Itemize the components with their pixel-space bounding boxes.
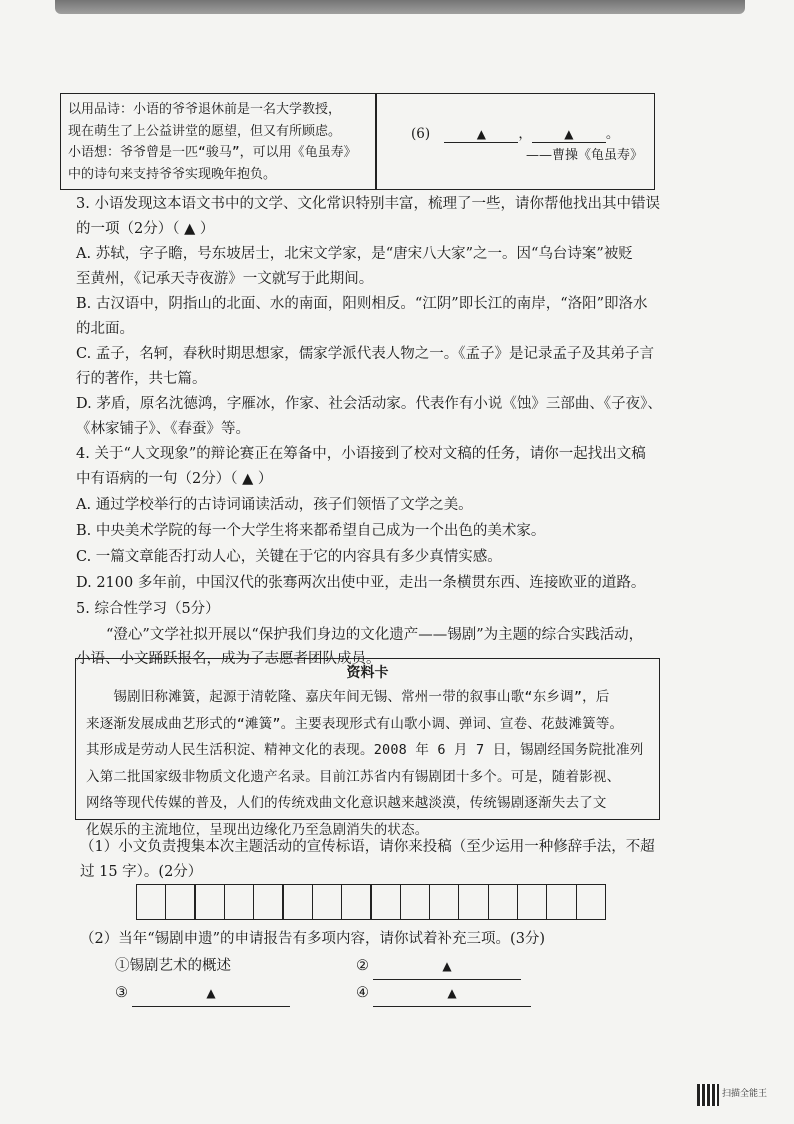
answer-blank[interactable] [373,980,531,1007]
table-divider [375,94,377,189]
poem-table [60,93,655,190]
q4-option-b: B. 中央美术学院的每一个大学生将来都希望自己成为一个出色的美术家。 [76,523,546,539]
q4-option-c: C. 一篇文章能否打动人心，关键在于它的内容具有多少真情实感。 [76,549,502,565]
card-line: 来逐渐发展成曲艺形式的“滩簧”。主要表现形式有山歌小调、弹词、宣卷、花鼓滩簧等。 [86,715,624,732]
answer-cell[interactable] [546,884,577,920]
comma: ， [518,126,532,142]
triangle-mark-icon: ▲ [206,986,216,1000]
card-line: 化娱乐的主流地位，呈现出边缘化乃至急剧消失的状态。 [86,821,429,838]
q5-sub1: （1）小文负责搜集本次主题活动的宣传标语，请你来投稿（至少运用一种修辞手法，不超 [80,839,655,855]
q4-option-d: D. 2100 多年前，中国汉代的张骞两次出使中亚，走出一条横贯东西、连接欧亚的道路。 [76,575,646,591]
sub2-item-1: ①锡剧艺术的概述 [115,958,231,974]
item-label: ③ [115,985,128,1001]
answer-blank[interactable] [532,126,606,143]
q3-option-d: 《林家铺子》、《春蚕》等。 [76,421,250,437]
q3-option-c: 行的著作，共七篇。 [76,371,207,387]
sub2-item-3 [115,980,290,1007]
answer-cell[interactable] [488,884,519,920]
answer-cell[interactable] [282,884,313,920]
card-line: 网络等现代传媒的普及，人们的传统戏曲文化意识越来越淡漠，传统锡剧逐渐失去了文 [86,795,607,811]
answer-cell[interactable] [165,884,196,920]
poem-context-line: 以用品诗：小语的爷爷退休前是一名大学教授， [68,102,342,117]
poem-context-line: 现在萌生了上公益讲堂的愿望，但又有所顾虑。 [68,123,342,139]
answer-blank[interactable] [373,953,521,980]
q3-option-b: B. 古汉语中，阴指山的北面、水的南面，阳则相反。“江阴”即长江的南岸，“洛阳”即洛水 [76,296,648,312]
answer-cell[interactable] [576,884,607,920]
q3-option-a: A. 苏轼，字子瞻，号东坡居士，北宋文学家，是“唐宋八大家”之一。因“乌台诗案”被贬 [76,246,633,262]
answer-cell[interactable] [312,884,343,920]
answer-cell[interactable] [370,884,401,920]
q5-sub2: （2）当年“锡剧申遗”的申请报告有多项内容，请你试着补充三项。(3分) [80,931,546,947]
q4-stem: 4. 关于“人文现象”的辩论赛正在筹备中，小语接到了校对文稿的任务，请你一起找出文稿 [76,446,646,462]
card-line: 锡剧旧称滩簧，起源于清乾隆、嘉庆年间无锡、常州一带的叙事山歌“东乡调”，后 [86,689,610,705]
q4-option-a: A. 通过学校举行的古诗词诵读活动，孩子们领悟了文学之美。 [76,497,473,513]
answer-cell[interactable] [400,884,431,920]
qr-code-icon [697,1084,719,1106]
triangle-mark-icon: ▲ [442,959,452,973]
top-edge-shadow [55,0,745,14]
period: 。 [605,126,620,142]
triangle-mark-icon: ▲ [476,127,487,141]
answer-cell[interactable] [253,884,284,920]
answer-cell[interactable] [458,884,489,920]
q5-intro: 小语、小文踊跃报名，成为了志愿者团队成员。 [76,651,381,667]
card-line: 其形成是劳动人民生活积淀、精神文化的表现。2008 年 6 月 7 日，锡剧经国务院批准列 [86,742,644,758]
answer-grid [137,884,606,920]
poem-context-line: 小语想：爷爷曾是一匹“骏马”，可以用《龟虽寿》 [68,145,357,160]
q3-option-c: C. 孟子，名轲，春秋时期思想家，儒家学派代表人物之一。《孟子》是记录孟子及其弟子言 [76,346,655,362]
answer-cell[interactable] [429,884,460,920]
item-label: ② [356,958,369,974]
item-label: ④ [356,985,369,1001]
poem-context [68,99,372,185]
q3-option-d: D. 茅盾，原名沈德鸿，字雁冰，作家、社会活动家。代表作有小说《蚀》三部曲、《子夜》、 [76,396,662,412]
answer-cell[interactable] [136,884,167,920]
sub2-item-2 [356,953,521,980]
q4-stem: 中有语病的一句（2分）（ ▲ ） [76,471,273,487]
q3-stem: 3. 小语发现这本语文书中的文学、文化常识特别丰富，梳理了一些，请你帮他找出其中错误 [76,196,660,212]
q3-stem: 的一项（2分）（ ▲ ） [76,221,215,237]
answer-cell[interactable] [194,884,225,920]
info-card [75,658,660,838]
q5-title: 5. 综合性学习（5分） [76,601,220,617]
answer-blank[interactable] [132,980,290,1007]
q5-intro: “澄心”文学社拟开展以“保护我们身边的文化遗产——锡剧”为主题的综合实践活动， [106,627,644,643]
card-title: 资料卡 [346,665,389,681]
card-body [86,684,651,843]
answer-cell[interactable] [517,884,548,920]
triangle-mark-icon: ▲ [564,127,574,141]
scanner-watermark: 扫描全能王 [722,1089,768,1099]
q5-sub1: 过 15 字）。(2分） [80,864,203,880]
q3-option-b: 的北面。 [76,321,134,337]
triangle-mark-icon: ▲ [447,986,457,1000]
poem-context-line: 中的诗句来支持爷爷实现晚年抱负。 [68,166,277,182]
item-number: (6) [411,126,431,142]
answer-blank[interactable] [444,126,518,143]
sub2-item-4 [356,980,531,1007]
poem-source: ——曹操《龟虽寿》 [526,148,644,163]
answer-cell[interactable] [341,884,372,920]
q3-option-a: 至黄州，《记承天寺夜游》一文就写于此期间。 [76,271,374,287]
answer-cell[interactable] [224,884,255,920]
card-line: 入第二批国家级非物质文化遗产名录。目前江苏省内有锡剧团十多个。可是，随着影视、 [86,768,621,785]
poem-blank-row [411,122,619,143]
